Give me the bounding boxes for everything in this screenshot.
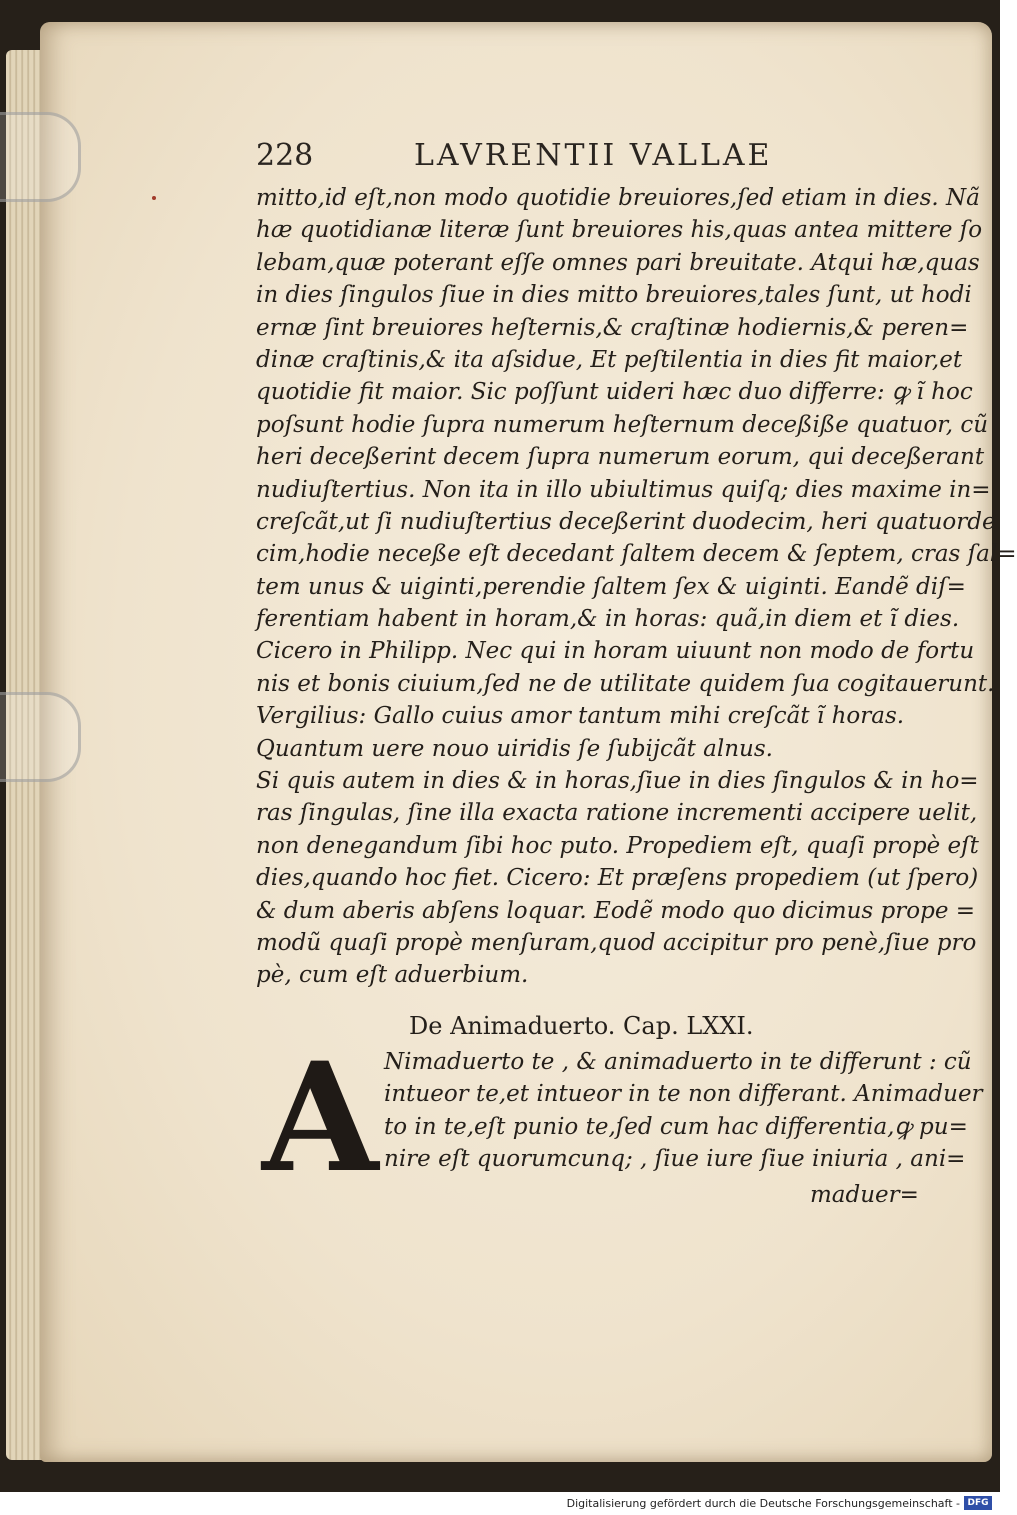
text-line: cim,hodie neceße eſt decedant ſaltem decem & ſeptem, cras ſal= xyxy=(256,541,1017,568)
text-line: nudiuſtertius. Non ita in illo ubiultimus quiſq; dies maxime in= xyxy=(256,476,991,503)
chapter-line: Nimaduerto te , & animaduerto in te differunt : cũ xyxy=(384,1049,972,1075)
text-line: mitto,id eſt,non modo quotidie breuiores,ſed etiam in dies. Nã xyxy=(256,185,980,211)
text-line: Cicero in Philipp. Nec qui in horam uiuunt non modo de fortu xyxy=(256,638,975,665)
text-line: heri deceßerint decem ſupra numerum eorum, qui deceßerant xyxy=(256,444,985,471)
red-mark xyxy=(152,196,156,200)
footer-bar xyxy=(0,1492,1000,1515)
verse-line: Quantum uere nouo uiridis ſe ſubijcãt alnus. xyxy=(256,735,773,762)
text-line: Si quis autem in dies & in horas,ſiue in dies ſingulos & in ho= xyxy=(256,768,979,795)
verse-line: Vergilius: Gallo cuius amor tantum mihi creſcãt ĩ horas. xyxy=(256,703,905,730)
running-title: LAVRENTII VALLAE xyxy=(414,138,773,173)
text-line: quotidie fit maior. Sic poſſunt uideri hæc duo differre: ꝙ ĩ hoc xyxy=(256,379,973,406)
lower-clip xyxy=(0,692,81,782)
text-line: pè, cum eſt aduerbium. xyxy=(256,962,529,989)
text-line: & dum aberis abſens loquar. Eodẽ modo quo dicimus prope = xyxy=(256,897,976,924)
text-line: ras ſingulas, ſine illa exacta ratione incrementi accipere uelit, xyxy=(256,800,978,827)
text-line: in dies ſingulos ſiue in dies mitto breuiores,tales ſunt, ut hodi xyxy=(256,282,972,309)
chapter-line: nire eſt quorumcunq; , ſiue iure ſiue iniuria , ani= xyxy=(384,1146,966,1173)
chapter-line: to in te,eſt punio te,ſed cum hac differentia,ꝙ pu= xyxy=(384,1113,968,1140)
text-line: lebam,quæ poterant eſſe omnes pari breuitate. Atqui hæ,quas xyxy=(256,249,980,276)
text-line: non denegandum ſibi hoc puto. Propediem eſt, quaſi propè eſt xyxy=(256,832,979,859)
text-line: dinæ craſtinis,& ita aſsidue, Et peſtilentia in dies fit maior,et xyxy=(256,346,963,373)
folio-number: 228 xyxy=(256,138,314,173)
text-line: hæ quotidianæ literæ ſunt breuiores his,quas antea mittere ſo xyxy=(256,217,983,244)
drop-cap-initial: A xyxy=(262,1030,379,1206)
text-line: poſsunt hodie ſupra numerum heſternum deceßiße quatuor, cũ xyxy=(256,411,989,438)
page-header xyxy=(256,138,906,178)
text-line: ferentiam habent in horam,& in horas: quã,in diem et ĩ dies. xyxy=(256,606,960,633)
chapter-line: intueor te,et intueor in te non differant. Animaduer xyxy=(384,1081,983,1108)
text-line: modũ quaſi propè menſuram,quod accipitur pro penè,ſiue pro xyxy=(256,929,977,956)
dfg-logo[interactable]: DFG xyxy=(964,1496,992,1510)
text-line: creſcãt,ut ſi nudiuſtertius deceßerint duodecim, heri quatuorde xyxy=(256,508,996,535)
text-line: ernæ ſint breuiores heſternis,& craſtinæ hodiernis,& peren= xyxy=(256,314,969,341)
chapter-text xyxy=(384,1046,983,1176)
body-text xyxy=(256,182,1017,992)
text-line: dies,quando hoc fiet. Cicero: Et præſens propediem (ut ſpero) xyxy=(256,865,979,892)
funding-credit: Digitalisierung gefördert durch die Deutsche Forschungsgemeinschaft - xyxy=(566,1497,960,1510)
upper-clip xyxy=(0,112,81,202)
chapter-heading: De Animaduerto. Cap. LXXI. xyxy=(409,1012,754,1040)
text-line: tem unus & uiginti,perendie ſaltem ſex & uiginti. Eandẽ diſ= xyxy=(256,573,966,600)
catchword: maduer= xyxy=(810,1182,919,1208)
text-line: nis et bonis ciuium,ſed ne de utilitate quidem ſua cogitauerunt. xyxy=(256,670,995,697)
